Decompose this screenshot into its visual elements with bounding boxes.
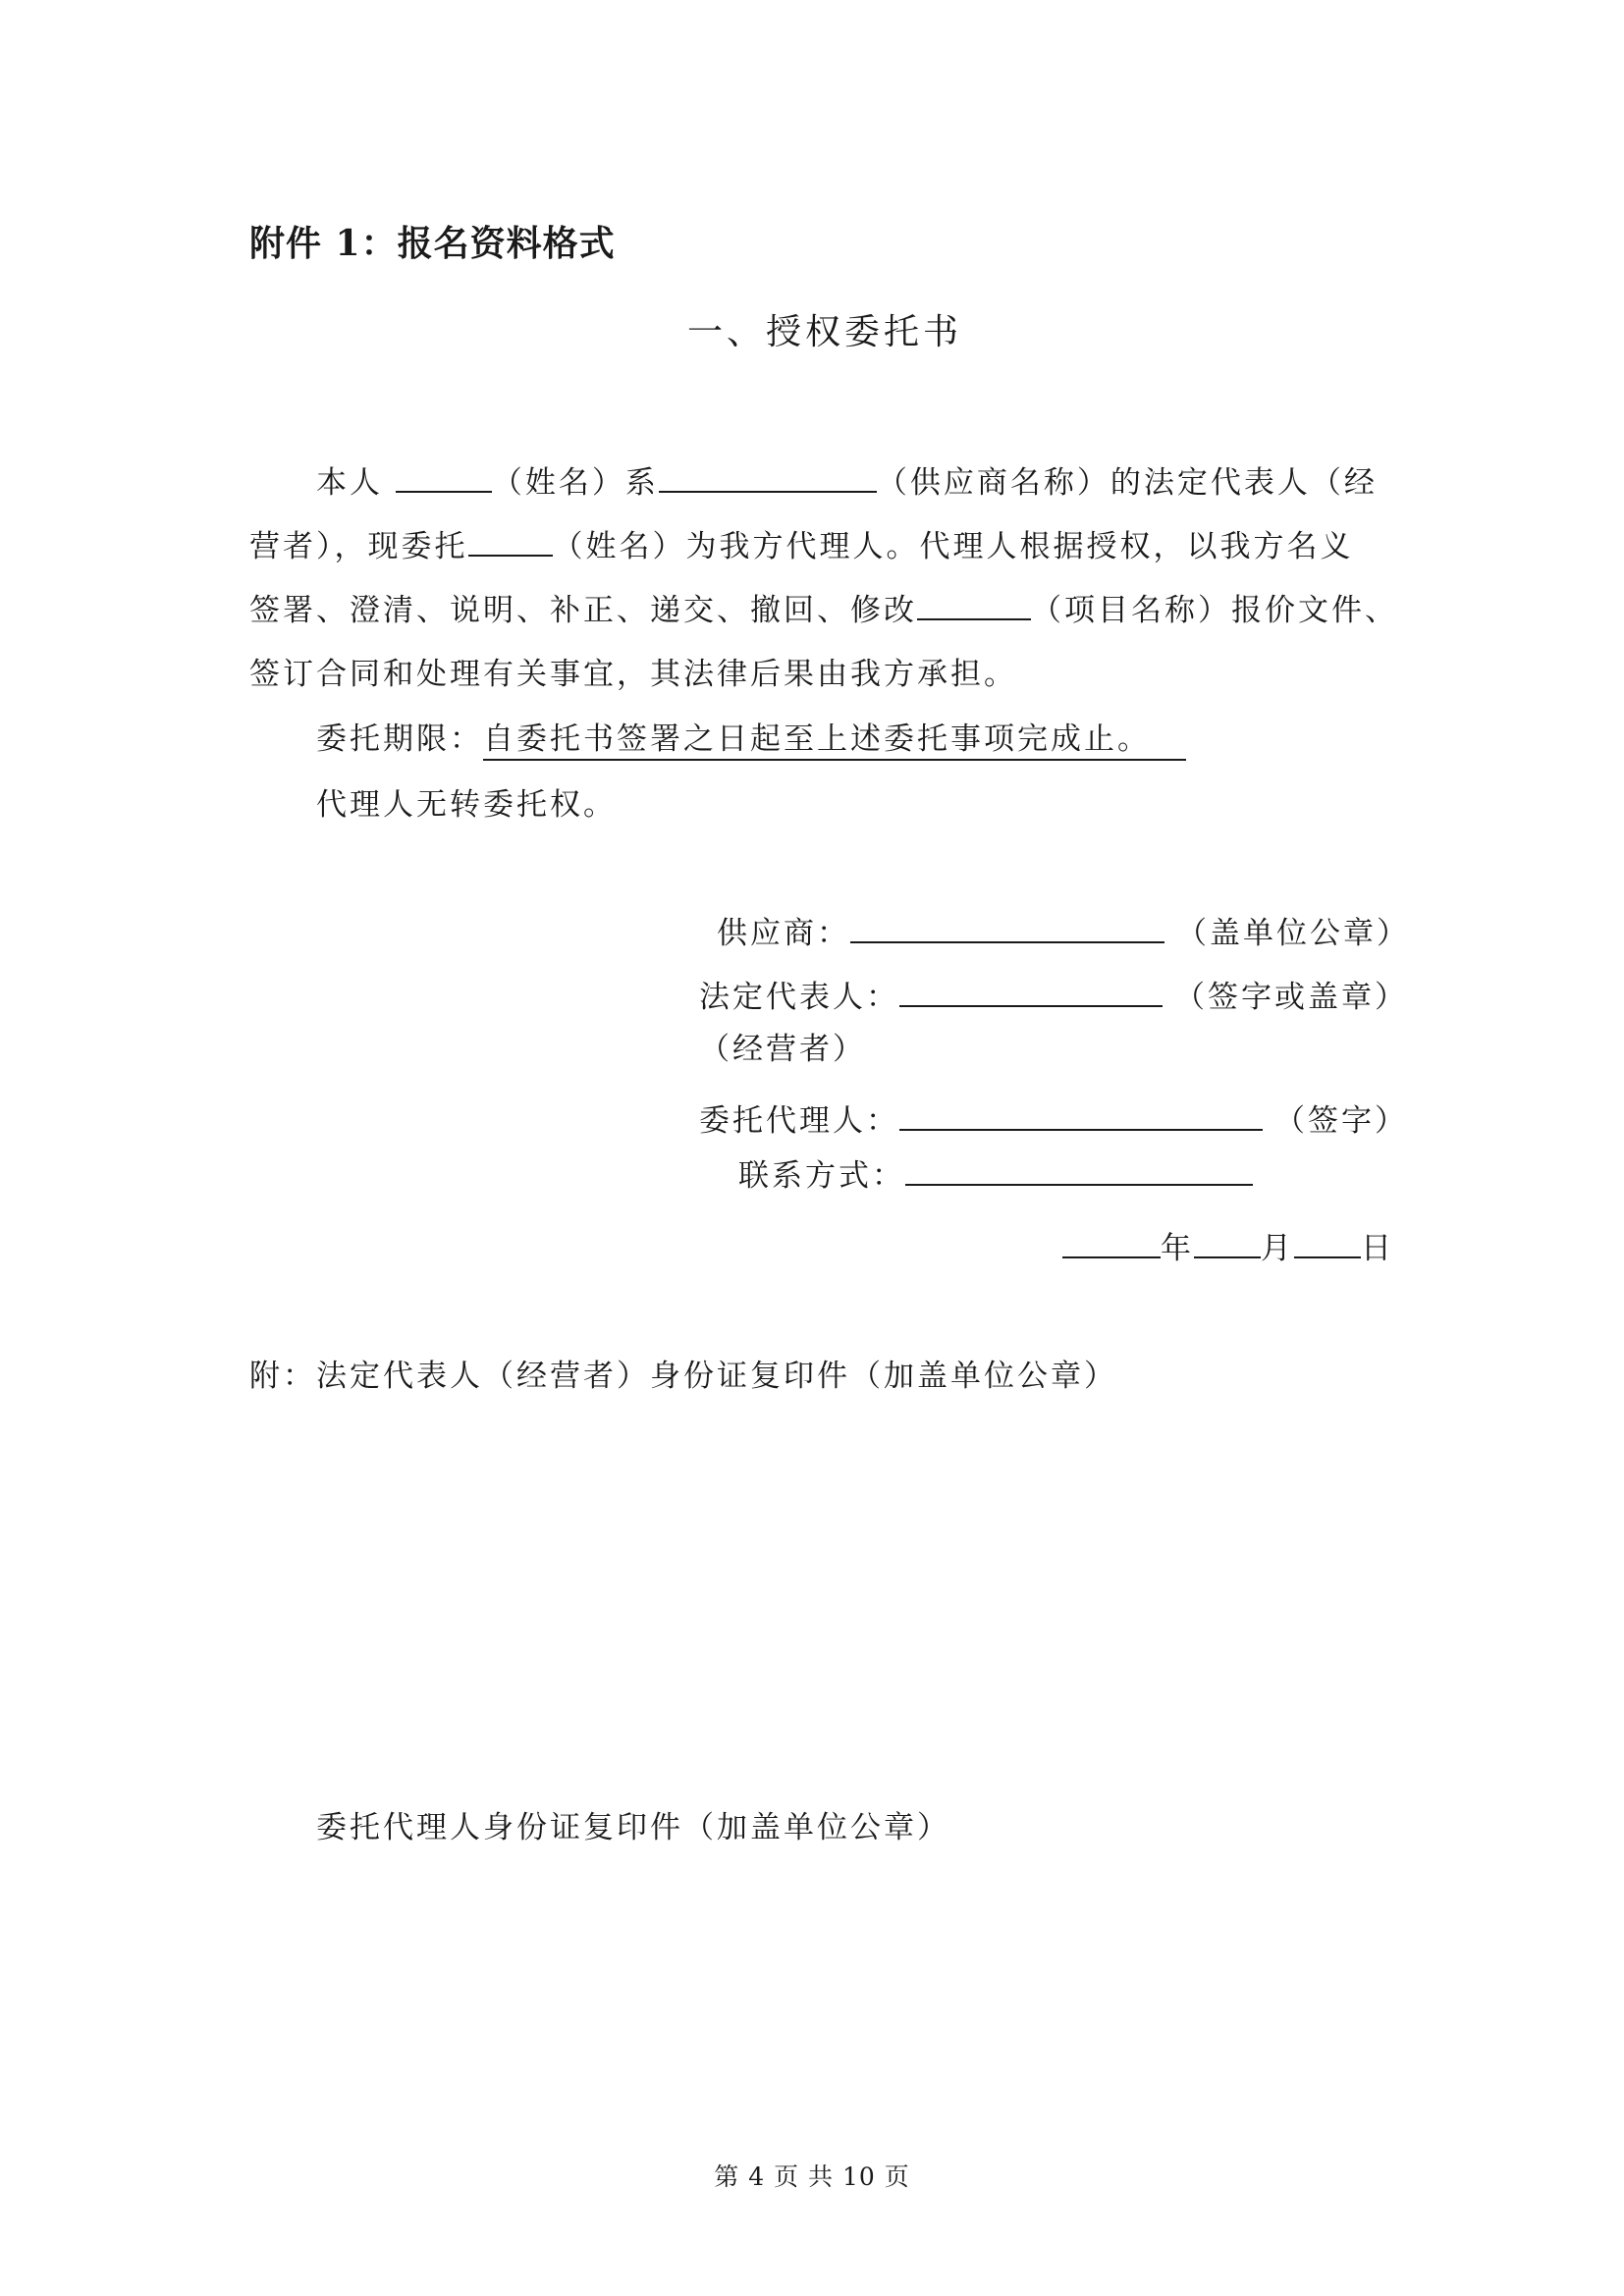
supplier-label: 供应商： [717, 916, 850, 951]
text-segment: （项目名称）报价文件、 [1031, 593, 1398, 628]
paragraph-line-2 [249, 521, 1354, 565]
supplier-note: （盖单位公章） [1176, 916, 1410, 951]
term-value: 自委托书签署之日起至上述委托事项完成止。 [483, 721, 1186, 761]
month-label: 月 [1261, 1231, 1294, 1266]
agent-name-blank [468, 522, 553, 557]
date-line [1062, 1223, 1394, 1267]
text-segment: 本人 [316, 465, 396, 501]
paragraph-line-4: 签订合同和处理有关事宜，其法律后果由我方承担。 [249, 657, 1017, 692]
text-segment: （供应商名称）的法定代表人（经 [876, 465, 1378, 501]
text-segment: （姓名）系 [491, 465, 659, 501]
term-label: 委托期限： [316, 721, 483, 757]
term-line [316, 714, 1186, 758]
paragraph-line-3 [249, 585, 1398, 629]
attachment-heading: 附件 1：报名资料格式 [249, 223, 616, 264]
agent-note: （签字） [1274, 1103, 1408, 1139]
project-name-blank [917, 586, 1031, 620]
supplier-name-blank [659, 458, 877, 493]
legal-rep-line [699, 972, 1408, 1016]
legal-rep-label: 法定代表人： [699, 980, 899, 1015]
agent-line [699, 1095, 1408, 1140]
year-blank [1062, 1224, 1161, 1258]
legal-rep-note: （签字或盖章） [1174, 980, 1408, 1015]
month-blank [1194, 1224, 1261, 1258]
document-title: 一、授权委托书 [687, 312, 963, 352]
contact-blank [905, 1151, 1253, 1186]
text-segment: （姓名）为我方代理人。代理人根据授权，以我方名义 [552, 529, 1354, 564]
attachment-legal-id: 附：法定代表人（经营者）身份证复印件（加盖单位公章） [249, 1359, 1117, 1394]
text-segment: 签署、澄清、说明、补正、递交、撤回、修改 [249, 593, 917, 628]
day-label: 日 [1361, 1231, 1394, 1266]
contact-line [738, 1150, 1253, 1195]
contact-label: 联系方式： [738, 1158, 905, 1194]
page-footer: 第 4 页 共 10 页 [714, 2163, 910, 2191]
day-blank [1294, 1224, 1361, 1258]
legal-rep-sub: （经营者） [699, 1032, 866, 1067]
text-segment: 营者），现委托 [249, 529, 468, 564]
year-label: 年 [1161, 1231, 1194, 1266]
paragraph-line-1 [316, 457, 1378, 502]
supplier-blank [850, 909, 1164, 943]
attachment-agent-id: 委托代理人身份证复印件（加盖单位公章） [316, 1810, 950, 1845]
supplier-line [717, 908, 1410, 952]
agent-label: 委托代理人： [699, 1103, 899, 1139]
agent-blank [899, 1096, 1263, 1131]
name-blank [396, 458, 492, 493]
no-subdelegation: 代理人无转委托权。 [316, 787, 617, 823]
legal-rep-blank [899, 973, 1163, 1007]
